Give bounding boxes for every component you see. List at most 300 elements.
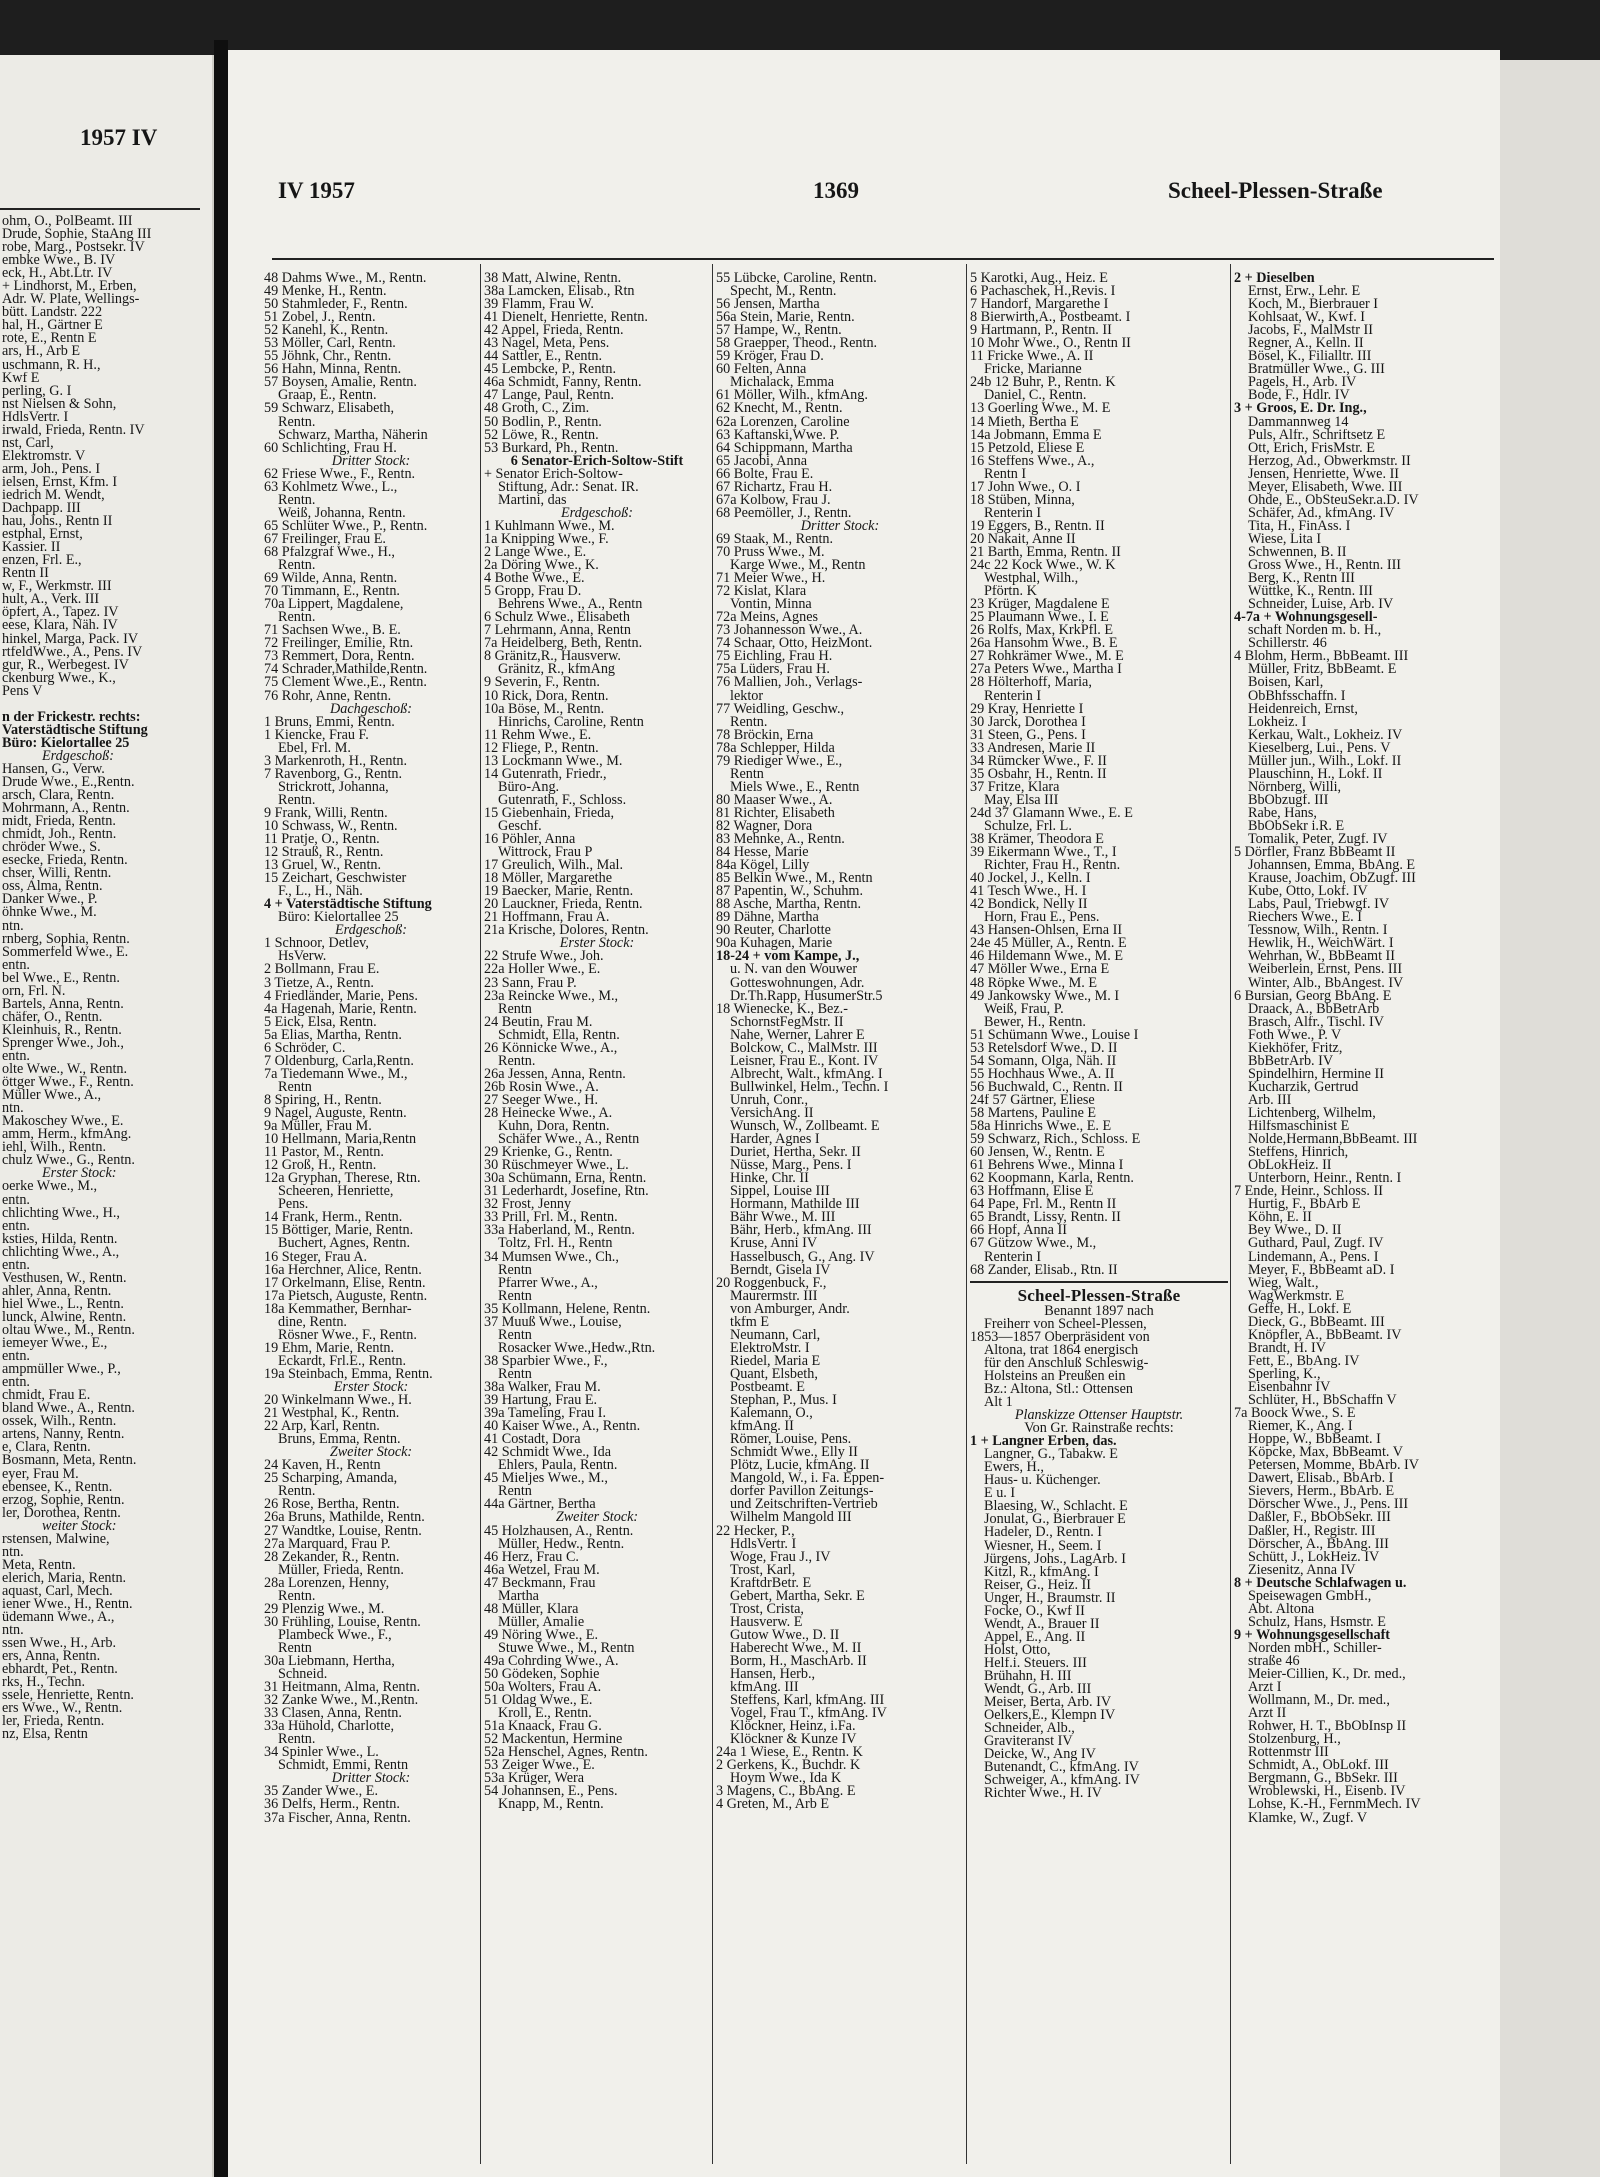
- directory-entry-line: SchornstFegMstr. II: [730, 1015, 844, 1029]
- directory-entry-line: 1853—1857 Oberpräsident von: [970, 1330, 1150, 1344]
- directory-entry-line: 80 Maaser Wwe., A.: [716, 793, 833, 807]
- directory-entry-line: Nüsse, Marg., Pens. I: [730, 1159, 852, 1173]
- directory-entry-line: 24d 37 Glamann Wwe., E. E: [970, 806, 1133, 820]
- directory-entry-line: Haberecht Wwe., M. II: [730, 1641, 862, 1655]
- left-entry-line: Adr. W. Plate, Wellings-: [2, 293, 140, 307]
- directory-entry-line: 16 Steger, Frau A.: [264, 1250, 368, 1264]
- left-entry-line: entn.: [2, 1258, 30, 1272]
- directory-entry-line: 27a Peters Wwe., Martha I: [970, 663, 1122, 677]
- directory-entry-line: Hinke, Chr. II: [730, 1172, 809, 1186]
- directory-entry-line: Rabe, Hans,: [1248, 806, 1317, 820]
- directory-entry-line: 30 Frühling, Louise, Rentn.: [264, 1615, 421, 1629]
- directory-entry-line: 5 Karotki, Aug., Heiz. E: [970, 272, 1108, 286]
- directory-entry-line: 83 Mehnke, A., Rentn.: [716, 833, 845, 847]
- directory-entry-line: 67 Freilinger, Frau E.: [264, 532, 386, 546]
- left-entry-line: robe, Marg., Postsekr. IV: [2, 241, 145, 255]
- directory-entry-line: 10 Hellmann, Maria,Rentn: [264, 1133, 417, 1147]
- directory-entry-line: 24 Beutin, Frau M.: [484, 1015, 593, 1029]
- directory-entry-line: Rentn.: [278, 1485, 316, 1499]
- directory-entry-line: Boisen, Karl,: [1248, 676, 1324, 690]
- directory-entry-line: 30 Jarck, Dorothea I: [970, 715, 1086, 729]
- left-entry-line: oss, Alma, Rentn.: [2, 880, 103, 894]
- directory-entry-line: 5 Eick, Elsa, Rentn.: [264, 1015, 377, 1029]
- directory-entry-line: Reiser, G., Heiz. II: [984, 1578, 1091, 1592]
- column-2: [484, 272, 710, 2177]
- column-divider: [712, 264, 713, 2164]
- directory-entry-line: 22 Arp, Karl, Rentn.: [264, 1420, 380, 1434]
- directory-entry-line: 68 Peemöller, J., Rentn.: [716, 506, 852, 520]
- header-rule: [272, 258, 1494, 260]
- directory-entry-line: Rentn I: [984, 467, 1027, 481]
- directory-entry-line: BbObSekr i.R. E: [1248, 819, 1345, 834]
- directory-entry-line: Graap, E., Rentn.: [278, 389, 377, 403]
- column-5: [1234, 272, 1496, 2177]
- directory-entry-line: Renterin I: [984, 1250, 1042, 1264]
- left-entry-line: öpfert, A., Tapez. IV: [2, 606, 119, 620]
- directory-entry-line: 27a Marquard, Frau P.: [264, 1537, 391, 1551]
- directory-entry-line: 22 Hecker, P.,: [716, 1524, 795, 1538]
- directory-entry-line: 2 Gerkens, K., Buchdr. K: [716, 1759, 861, 1773]
- directory-entry-line: 18-24 + vom Kampe, J.,: [716, 950, 860, 964]
- directory-entry-line: Bruns, Emma, Rentn.: [278, 1433, 401, 1447]
- left-entry-line: aquast, Carl, Mech.: [2, 1584, 113, 1598]
- left-entry-line: gur, R., Werbegest. IV: [2, 658, 129, 672]
- directory-entry-line: 50 Bodlin, P., Rentn.: [484, 415, 602, 429]
- directory-entry-line: Kerkau, Walt., Lokheiz. IV: [1248, 728, 1403, 742]
- directory-entry-line: Riemer, K., Ang. I: [1248, 1420, 1353, 1434]
- directory-entry-line: 68 Zander, Elisab., Rtn. II: [970, 1263, 1118, 1277]
- directory-entry-line: 76 Mallien, Joh., Verlags-: [716, 676, 863, 690]
- directory-entry-line: 8 Bierwirth,A., Postbeamt. I: [970, 311, 1131, 325]
- left-page-column: [2, 215, 210, 1741]
- directory-entry-line: Fett, E., BbAng. IV: [1248, 1354, 1360, 1368]
- left-entry-line: Sommerfeld Wwe., E.: [2, 945, 129, 959]
- directory-entry-line: 3 Magens, C., BbAng. E: [716, 1785, 856, 1799]
- directory-entry-line: 53 Burkard, Ph., Rentn.: [484, 441, 619, 455]
- left-entry-line: perling, G. I: [2, 384, 72, 398]
- directory-entry-line: Ewers, H.,: [984, 1461, 1044, 1475]
- column-4: [970, 272, 1228, 2177]
- directory-entry-line: 39 Eikermann Wwe., T., I: [970, 846, 1117, 860]
- directory-entry-line: 25 Scharping, Amanda,: [264, 1472, 398, 1486]
- directory-entry-line: 58 Martens, Pauline E: [970, 1107, 1097, 1121]
- directory-entry-line: Klamke, W., Zugf. V: [1248, 1811, 1368, 1825]
- directory-entry-line: 70 Pruss Wwe., M.: [716, 545, 825, 560]
- directory-entry-line: 68 Pfalzgraf Wwe., H.,: [264, 545, 395, 560]
- directory-entry-line: Nolde,Hermann,BbBeamt. III: [1248, 1133, 1418, 1147]
- left-entry-line: oerke Wwe., M.,: [2, 1180, 98, 1194]
- directory-entry-line: 15 Giebenhain, Frieda,: [484, 806, 615, 820]
- directory-entry-line: Rösner Wwe., F., Rentn.: [278, 1328, 417, 1342]
- directory-entry-line: Guthard, Paul, Zugf. IV: [1248, 1237, 1384, 1251]
- directory-entry-line: 49 Menke, H., Rentn.: [264, 285, 387, 299]
- directory-entry-line: Schulze, Frl. L.: [984, 819, 1072, 834]
- directory-entry-line: Von Gr. Rainstraße rechts:: [1024, 1422, 1174, 1436]
- directory-entry-line: 57 Hampe, W., Rentn.: [716, 324, 842, 338]
- directory-entry-line: 20 Roggenbuck, F.,: [716, 1276, 827, 1290]
- directory-entry-line: 56 Buchwald, C., Rentn. II: [970, 1080, 1123, 1094]
- left-entry-line: hult, A., Verk. III: [2, 593, 100, 607]
- directory-entry-line: Unruh, Conr.,: [730, 1093, 809, 1107]
- directory-entry-line: 24e 45 Müller, A., Rentn. E: [970, 937, 1127, 951]
- directory-entry-line: Bergmann, G., BbSekr. III: [1248, 1772, 1398, 1786]
- directory-entry-line: Rottenmstr III: [1248, 1746, 1329, 1760]
- directory-entry-line: Müller, Amalie: [498, 1615, 585, 1629]
- directory-entry-line: Daniel, C., Rentn.: [984, 389, 1087, 403]
- directory-entry-line: 32 Frost, Jenny: [484, 1198, 572, 1212]
- directory-entry-line: 51 Zobel, J., Rentn.: [264, 311, 376, 325]
- left-entry-line: ntn.: [2, 1545, 24, 1559]
- directory-entry-line: 13 Gruel, W., Rentn.: [264, 859, 382, 873]
- directory-entry-line: 62 Friese Wwe., F., Rentn.: [264, 467, 416, 481]
- directory-entry-line: 33 Andresen, Marie II: [970, 741, 1096, 755]
- left-entry-line: chäfer, O., Rentn.: [2, 1010, 103, 1024]
- directory-entry-line: Nahe, Werner, Lahrer E: [730, 1028, 865, 1042]
- directory-entry-line: Dieck, G., BbBeamt. III: [1248, 1315, 1385, 1329]
- left-entry-line: ckenburg Wwe., K.,: [2, 671, 116, 685]
- directory-entry-line: 84 Hesse, Marie: [716, 846, 809, 860]
- directory-entry-line: Lokheiz. I: [1248, 715, 1307, 729]
- directory-entry-line: Stolzenburg, H.,: [1248, 1733, 1341, 1747]
- directory-entry-line: Erster Stock:: [559, 937, 635, 951]
- directory-entry-line: 23 Krüger, Magdalene E: [970, 598, 1110, 612]
- directory-entry-line: Zweiter Stock:: [329, 1446, 413, 1460]
- directory-entry-line: 6 Schröder, C.: [264, 1041, 346, 1055]
- directory-entry-line: 10 Mohr Wwe., O., Rentn II: [970, 337, 1131, 351]
- directory-entry-line: Daßler, F., BbObSekr. III: [1248, 1511, 1391, 1525]
- directory-entry-line: Stiftung, Adr.: Senat. IR.: [498, 480, 639, 494]
- left-entry-line: ahler, Anna, Rentn.: [2, 1284, 112, 1298]
- directory-entry-line: 23a Reincke Wwe., M.,: [484, 989, 619, 1003]
- directory-entry-line: Fricke, Marianne: [984, 363, 1082, 377]
- directory-entry-line: 88 Asche, Martha, Rentn.: [716, 898, 861, 912]
- directory-entry-line: Woge, Frau J., IV: [730, 1550, 831, 1564]
- directory-entry-line: 64 Schippmann, Martha: [716, 441, 853, 455]
- left-entry-line: oltau Wwe., M., Rentn.: [2, 1323, 135, 1338]
- directory-entry-line: Schwarz, Martha, Näherin: [278, 428, 428, 442]
- directory-entry-line: 75 Eichling, Frau H.: [716, 650, 833, 664]
- left-entry-line: rstensen, Malwine,: [2, 1532, 110, 1546]
- left-entry-line: Büro: Kielortallee 25: [2, 736, 130, 750]
- directory-entry-line: Johannsen, Emma, BbAng. E: [1248, 859, 1416, 873]
- directory-entry-line: Schäfer, Ad., kfmAng. IV: [1248, 506, 1395, 520]
- directory-entry-line: 14 Gutenrath, Friedr.,: [484, 767, 607, 781]
- directory-entry-line: Richter Wwe., H. IV: [984, 1787, 1102, 1801]
- directory-entry-line: Abt. Altona: [1248, 1602, 1315, 1616]
- directory-entry-line: 1 Bruns, Emmi, Rentn.: [264, 715, 395, 729]
- directory-entry-line: 5a Elias, Martha, Rentn.: [264, 1028, 402, 1042]
- directory-entry-line: Hurtig, F., BbArb E: [1248, 1198, 1361, 1212]
- directory-entry-line: 3 Tietze, A., Rentn.: [264, 976, 374, 990]
- directory-entry-line: 12 Groß, H., Rentn.: [264, 1159, 377, 1173]
- directory-entry-line: Dammannweg 14: [1248, 415, 1349, 429]
- directory-entry-line: Klöckner & Kunze IV: [730, 1733, 857, 1747]
- directory-entry-line: 42 Schmidt Wwe., Ida: [484, 1446, 612, 1460]
- directory-entry-line: 48 Röpke Wwe., M. E: [970, 976, 1098, 990]
- left-entry-line: uschmann, R. H.,: [2, 358, 101, 372]
- directory-entry-line: 21 Barth, Emma, Rentn. II: [970, 545, 1121, 560]
- directory-entry-line: Borm, H., MaschArb. II: [730, 1654, 867, 1669]
- left-entry-line: nst, Carl,: [2, 436, 54, 450]
- directory-entry-line: Riechers Wwe., E. I: [1248, 911, 1362, 925]
- directory-entry-line: 44a Gärtner, Bertha: [484, 1498, 596, 1512]
- directory-entry-line: 1 Kuhlmann Wwe., M.: [484, 519, 615, 533]
- directory-entry-line: Ehlers, Paula, Rentn.: [498, 1459, 618, 1473]
- directory-entry-line: Rentn.: [278, 1589, 316, 1603]
- left-entry-line: ler, Dorothea, Rentn.: [2, 1506, 121, 1520]
- directory-entry-line: 85 Belkin Wwe., M., Rentn: [716, 872, 873, 886]
- directory-entry-line: Stuwe Wwe., M., Rentn: [498, 1641, 635, 1655]
- directory-entry-line: Hausverw. E: [730, 1615, 803, 1629]
- directory-entry-line: Berg, K., Rentn III: [1248, 572, 1355, 586]
- left-entry-line: Pens V: [2, 684, 43, 698]
- directory-entry-line: ElektroMstr. I: [730, 1341, 810, 1355]
- directory-entry-line: 26b Rosin Wwe., A.: [484, 1080, 599, 1094]
- directory-entry-line: BbBetrArb. IV: [1248, 1054, 1334, 1068]
- directory-entry-line: 7 Lehrmann, Anna, Rentn: [484, 624, 631, 638]
- directory-entry-line: Herzog, Ad., Obwerkmstr. II: [1248, 454, 1411, 468]
- directory-entry-line: Wunsch, W., Zollbeamt. E: [730, 1120, 880, 1134]
- directory-entry-line: 78a Schlepper, Hilda: [716, 741, 835, 755]
- directory-entry-line: 72a Meins, Agnes: [716, 611, 819, 625]
- directory-entry-line: Eisenbahnr IV: [1248, 1380, 1331, 1395]
- directory-entry-line: schaft Norden m. b. H.,: [1248, 624, 1382, 638]
- left-entry-line: Elektromstr. V: [2, 449, 86, 463]
- directory-entry-line: 38 Sparbier Wwe., F.,: [484, 1354, 608, 1368]
- directory-entry-line: Holst, Otto,: [984, 1643, 1051, 1657]
- directory-entry-line: 33a Haberland, M., Rentn.: [484, 1224, 635, 1238]
- left-entry-line: chser, Willi, Rentn.: [2, 867, 112, 881]
- directory-entry-line: Petersen, Momme, BbArb. IV: [1248, 1459, 1420, 1473]
- directory-entry-line: Dr.Th.Rapp, HusumerStr.5: [730, 989, 883, 1003]
- directory-entry-line: 44 Sattler, E., Rentn.: [484, 350, 603, 364]
- directory-entry-line: Quant, Elsbeth,: [730, 1367, 818, 1381]
- directory-entry-line: Pagels, H., Arb. IV: [1248, 376, 1357, 390]
- left-entry-line: estphal, Ernst,: [2, 528, 83, 542]
- directory-entry-line: 15 Petzold, Eliese E: [970, 441, 1085, 455]
- directory-entry-line: 75 Clement Wwe.,E., Rentn.: [264, 676, 427, 690]
- directory-entry-line: Martini, das: [498, 493, 567, 507]
- directory-entry-line: Dritter Stock:: [331, 454, 411, 468]
- directory-entry-line: Michalack, Emma: [730, 376, 835, 390]
- directory-entry-line: 22 Strufe Wwe., Joh.: [484, 950, 604, 964]
- directory-entry-line: Hilfsmaschinist E: [1248, 1120, 1350, 1134]
- directory-entry-line: Renterin I: [984, 689, 1042, 703]
- directory-entry-line: 4 Blohm, Herm., BbBeamt. III: [1234, 650, 1409, 664]
- left-entry-line: chlichting Wwe., A.,: [2, 1245, 120, 1259]
- directory-entry-line: 18 Stüben, Minna,: [970, 493, 1075, 507]
- directory-entry-line: Tita, H., FinAss. I: [1248, 519, 1351, 533]
- directory-entry-line: Rentn: [498, 1002, 532, 1016]
- left-entry-line: ebhardt, Pet., Rentn.: [2, 1663, 118, 1677]
- left-entry-line: ampmüller Wwe., P.,: [2, 1363, 121, 1377]
- directory-entry-line: Knapp, M., Rentn.: [498, 1798, 604, 1812]
- directory-entry-line: Horn, Frau E., Pens.: [984, 911, 1100, 925]
- directory-entry-line: Draack, A., BbBetrArb: [1248, 1002, 1380, 1016]
- directory-entry-line: Puls, Alfr., Schriftsetz E: [1248, 428, 1386, 442]
- directory-entry-line: 2 Bollmann, Frau E.: [264, 963, 380, 977]
- left-entry-line: arm, Joh., Pens. I: [2, 462, 101, 476]
- directory-entry-line: 22a Holler Wwe., E.: [484, 963, 601, 977]
- directory-entry-line: 46a Wetzel, Frau M.: [484, 1563, 600, 1577]
- directory-entry-line: Wiese, Lita I: [1248, 532, 1322, 546]
- directory-entry-line: 62 Knecht, M., Rentn.: [716, 402, 843, 416]
- directory-entry-line: 67 Richartz, Frau H.: [716, 480, 833, 494]
- left-entry-line: ossek, Wilh., Rentn.: [2, 1415, 117, 1429]
- directory-entry-line: Nörnberg, Willi,: [1248, 780, 1342, 794]
- column-divider: [480, 264, 481, 2164]
- directory-entry-line: 71 Sachsen Wwe., B. E.: [264, 624, 401, 638]
- directory-entry-line: 34 Mumsen Wwe., Ch.,: [484, 1250, 619, 1264]
- directory-entry-line: Ernst, Erw., Lehr. E: [1248, 285, 1361, 299]
- directory-entry-line: Rentn.: [278, 415, 316, 429]
- directory-entry-line: Büro: Kielortallee 25: [278, 911, 399, 925]
- directory-entry-line: 17 John Wwe., O. I: [970, 480, 1081, 494]
- directory-entry-line: Dörscher Wwe., J., Pens. III: [1248, 1498, 1409, 1512]
- directory-entry-line: Köpcke, Max, BbBeamt. V: [1248, 1446, 1403, 1460]
- directory-entry-line: 30 Rüschmeyer Wwe., L.: [484, 1159, 629, 1173]
- directory-entry-line: 37 Muuß Wwe., Louise,: [484, 1315, 622, 1329]
- directory-entry-line: Duriet, Hertha, Sekr. II: [730, 1146, 861, 1160]
- directory-entry-line: 53 Zeiger Wwe., E.: [484, 1759, 595, 1773]
- directory-entry-line: Kruse, Anni IV: [730, 1237, 818, 1251]
- directory-entry-line: 63 Kaftanski,Wwe. P.: [716, 428, 840, 442]
- directory-entry-line: 11 Pastor, M., Rentn.: [264, 1146, 384, 1160]
- directory-entry-line: 7 Ravenborg, G., Rentn.: [264, 767, 403, 781]
- directory-entry-line: 43 Nagel, Meta, Pens.: [484, 337, 610, 351]
- directory-entry-line: 29 Kray, Henriette I: [970, 702, 1084, 716]
- directory-entry-line: 90a Kuhagen, Marie: [716, 937, 833, 951]
- directory-entry-line: Jürgens, Johs., LagArb. I: [984, 1552, 1126, 1566]
- directory-entry-line: 26 Rose, Bertha, Rentn.: [264, 1498, 400, 1512]
- left-entry-line: bland Wwe., A., Rentn.: [2, 1402, 135, 1416]
- directory-entry-line: 5 Gropp, Frau D.: [484, 585, 582, 599]
- directory-entry-line: 11 Fricke Wwe., A. II: [970, 350, 1094, 364]
- directory-entry-line: HsVerw.: [278, 950, 327, 964]
- left-entry-line: chmidt, Frau E.: [2, 1389, 91, 1403]
- left-entry-line: ebensee, K., Rentn.: [2, 1480, 113, 1494]
- directory-entry-line: 51 Oldag Wwe., E.: [484, 1694, 593, 1708]
- directory-entry-line: 42 Bondick, Nelly II: [970, 898, 1088, 912]
- directory-entry-line: Rentn: [498, 1263, 532, 1277]
- directory-entry-line: 30a Schümann, Erna, Rentn.: [484, 1172, 647, 1186]
- directory-entry-line: 38a Lamcken, Elisab., Rtn: [484, 285, 635, 299]
- left-entry-line: Müller Wwe., A.,: [2, 1089, 102, 1103]
- left-entry-line: hal, H., Gärtner E: [2, 319, 103, 333]
- directory-entry-line: Blaesing, W., Schlacht. E: [984, 1500, 1128, 1514]
- directory-entry-line: 47 Beckmann, Frau: [484, 1576, 596, 1590]
- left-entry-line: entn.: [2, 1376, 30, 1390]
- left-entry-line: öhnke Wwe., M.: [2, 906, 97, 920]
- left-entry-line: erzog, Sophie, Rentn.: [2, 1493, 125, 1507]
- left-entry-line: Bosmann, Meta, Rentn.: [2, 1454, 137, 1468]
- directory-entry-line: 9 Nagel, Auguste, Rentn.: [264, 1107, 407, 1121]
- directory-entry-line: 55 Jöhnk, Chr., Rentn.: [264, 350, 392, 364]
- directory-entry-line: Müller jun., Wilh., Lokf. II: [1248, 754, 1402, 768]
- directory-entry-line: 76 Rohr, Anne, Rentn.: [264, 689, 392, 703]
- left-entry-line: rnberg, Sophia, Rentn.: [2, 932, 130, 946]
- directory-entry-line: 49 Jankowsky Wwe., M. I: [970, 989, 1120, 1003]
- directory-entry-line: 39 Flamm, Frau W.: [484, 298, 594, 312]
- directory-entry-line: 24a 1 Wiese, E., Rentn. K: [716, 1746, 863, 1760]
- directory-entry-line: Gross Wwe., H., Rentn. III: [1248, 559, 1402, 573]
- directory-entry-line: 38 Matt, Alwine, Rentn.: [484, 272, 622, 286]
- directory-entry-line: 17a Pietsch, Auguste, Rentn.: [264, 1289, 428, 1303]
- directory-entry-line: 52 Mackentun, Hermine: [484, 1733, 623, 1747]
- left-entry-line: n der Frickestr. rechts:: [2, 710, 141, 724]
- directory-entry-line: Koch, M., Bierbrauer I: [1248, 298, 1379, 312]
- directory-entry-line: Kalemann, O.,: [730, 1407, 813, 1421]
- directory-entry-line: 54 Johannsen, E., Pens.: [484, 1785, 618, 1799]
- directory-entry-line: u. N. van den Wouwer: [730, 963, 858, 977]
- directory-entry-line: 60 Jensen, W., Rentn. E: [970, 1146, 1105, 1160]
- directory-entry-line: Wiesner, H., Seem. I: [984, 1539, 1102, 1553]
- left-entry-line: bütt. Landstr. 222: [2, 306, 103, 320]
- directory-entry-line: 11 Pratje, O., Rentn.: [264, 833, 380, 847]
- directory-entry-line: Kuhn, Dora, Rentn.: [498, 1120, 610, 1134]
- directory-entry-line: Wüttke, K., Rentn. III: [1248, 585, 1373, 599]
- directory-entry-line: 52 Löwe, R., Rentn.: [484, 428, 599, 442]
- directory-entry-line: 20 Winkelmann Wwe., H.: [264, 1394, 412, 1408]
- directory-entry-line: Toltz, Frl. H., Rentn: [498, 1237, 613, 1251]
- left-entry-line: Kassier. II: [2, 541, 61, 555]
- directory-entry-line: Speisewagen GmbH.,: [1248, 1589, 1372, 1603]
- directory-entry-line: Meiser, Berta, Arb. IV: [984, 1696, 1112, 1710]
- directory-entry-line: 84a Kögel, Lilly: [716, 859, 810, 873]
- directory-entry-line: 27 Seeger Wwe., H.: [484, 1093, 598, 1107]
- directory-entry-line: 40 Jockel, J., Kelln. I: [970, 872, 1091, 886]
- left-entry-line: Danker Wwe., P.: [2, 893, 98, 907]
- directory-entry-line: Richter, Frau H., Rentn.: [984, 859, 1121, 873]
- directory-entry-line: 7 Handorf, Margarethe I: [970, 298, 1109, 312]
- left-entry-line: [2, 698, 210, 711]
- directory-entry-line: Plötz, Lucie, kfmAng. II: [730, 1459, 870, 1473]
- directory-entry-line: 24b 12 Buhr, P., Rentn. K: [970, 376, 1116, 390]
- left-entry-line: ers Wwe., W., Rentn.: [2, 1702, 123, 1716]
- left-entry-line: elerich, Maria, Rentn.: [2, 1571, 127, 1585]
- directory-entry-line: 16 Steffens Wwe., A.,: [970, 454, 1095, 468]
- left-entry-line: ntn.: [2, 1624, 24, 1638]
- left-entry-line: Dachpapp. III: [2, 502, 81, 516]
- left-entry-line: Bartels, Anna, Rentn.: [2, 997, 124, 1011]
- directory-entry-line: 56 Hahn, Minna, Rentn.: [264, 363, 402, 377]
- left-entry-line: Drude Wwe., E.,Rentn.: [2, 776, 135, 790]
- directory-entry-line: HdlsVertr. I: [730, 1537, 797, 1551]
- page-number: 1369: [813, 178, 859, 203]
- directory-entry-line: 41 Costadt, Dora: [484, 1433, 581, 1447]
- directory-entry-line: Trost, Crista,: [730, 1602, 804, 1616]
- directory-entry-line: Tomalik, Peter, Zugf. IV: [1248, 833, 1388, 847]
- left-page-fragment: [0, 55, 214, 2177]
- left-entry-line: Kleinhuis, R., Rentn.: [2, 1023, 122, 1037]
- directory-entry-line: Regner, A., Kelln. II: [1248, 337, 1364, 351]
- directory-entry-line: 71 Meier Wwe., H.: [716, 572, 826, 586]
- directory-entry-line: Alt 1: [984, 1395, 1013, 1410]
- directory-entry-line: 70 Timmann, E., Rentn.: [264, 585, 400, 599]
- directory-entry-line: 58 Graepper, Theod., Rentn.: [716, 337, 878, 351]
- left-entry-line: esecke, Frieda, Rentn.: [2, 854, 128, 868]
- directory-entry-line: 64 Pape, Frl. M., Rentn II: [970, 1198, 1117, 1212]
- directory-entry-line: Bey Wwe., D. II: [1248, 1224, 1342, 1238]
- directory-entry-line: 26 Rolfs, Max, KrkPfl. E: [970, 624, 1114, 638]
- directory-entry-line: Graviteranst IV: [984, 1735, 1073, 1749]
- directory-entry-line: 4a Hagenah, Marie, Rentn.: [264, 1002, 417, 1016]
- directory-entry-line: Daßler, H., Registr. III: [1248, 1524, 1376, 1538]
- directory-entry-line: 65 Jacobi, Anna: [716, 454, 808, 468]
- directory-entry-line: 36 Delfs, Herm., Rentn.: [264, 1798, 400, 1812]
- directory-entry-line: Römer, Louise, Pens.: [730, 1433, 852, 1447]
- directory-entry-line: 27 Wandtke, Louise, Rentn.: [264, 1524, 422, 1538]
